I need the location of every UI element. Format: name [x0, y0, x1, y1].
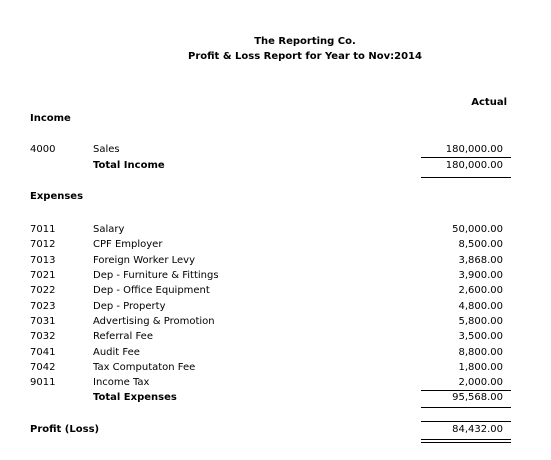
expense-row-amount: 8,500.00: [458, 239, 503, 250]
expense-row-amount: 5,800.00: [458, 316, 503, 327]
profit-loss-amount: 84,432.00: [452, 424, 503, 435]
expense-row-code: 7012: [30, 239, 56, 250]
expense-row-name: Income Tax: [93, 377, 150, 388]
report-title: Profit & Loss Report for Year to Nov:2014: [188, 51, 422, 62]
expense-row-code: 7022: [30, 285, 56, 296]
expense-row-code: 7021: [30, 270, 56, 281]
expense-row-amount: 1,800.00: [458, 362, 503, 373]
expense-row-amount: 2,000.00: [458, 377, 503, 388]
total-expenses-rule: [421, 407, 511, 408]
total-income-label: Total Income: [93, 160, 165, 171]
expense-row-code: 7031: [30, 316, 56, 327]
expense-row-amount: 4,800.00: [458, 301, 503, 312]
expense-row-name: Audit Fee: [93, 347, 140, 358]
expense-row-amount: 8,800.00: [458, 347, 503, 358]
expense-row-name: Tax Computaton Fee: [93, 362, 196, 373]
expense-row-code: 7042: [30, 362, 56, 373]
expense-row-code: 7013: [30, 255, 56, 266]
expense-row-code: 7041: [30, 347, 56, 358]
expense-row-code: 7023: [30, 301, 56, 312]
expense-row-code: 9011: [30, 377, 56, 388]
expense-row-code: 7011: [30, 224, 56, 235]
expense-row-amount: 3,868.00: [458, 255, 503, 266]
income-row-code: 4000: [30, 144, 56, 155]
profit-top-rule: [421, 421, 511, 422]
total-expenses-amount: 95,568.00: [452, 392, 503, 403]
expense-row-name: Salary: [93, 224, 125, 235]
expense-row-amount: 3,500.00: [458, 331, 503, 342]
expense-row-name: Advertising & Promotion: [93, 316, 215, 327]
expenses-subtotal-rule: [421, 390, 511, 391]
total-income-rule: [421, 177, 511, 178]
expense-row-amount: 50,000.00: [452, 224, 503, 235]
income-row-name: Sales: [93, 144, 120, 155]
expense-row-name: Dep - Property: [93, 301, 166, 312]
profit-double-rule-upper: [421, 439, 511, 440]
expense-row-name: CPF Employer: [93, 239, 163, 250]
expenses-heading: Expenses: [30, 191, 84, 202]
income-heading: Income: [30, 113, 71, 124]
income-subtotal-rule: [421, 157, 511, 158]
expense-row-name: Dep - Office Equipment: [93, 285, 210, 296]
expense-row-name: Foreign Worker Levy: [93, 255, 195, 266]
actual-column-heading: Actual: [471, 97, 507, 108]
total-expenses-label: Total Expenses: [93, 392, 177, 403]
profit-double-rule-lower: [421, 442, 511, 443]
company-name: The Reporting Co.: [254, 36, 356, 47]
expense-row-name: Referral Fee: [93, 331, 153, 342]
income-row-amount: 180,000.00: [445, 144, 503, 155]
expense-row-amount: 2,600.00: [458, 285, 503, 296]
expense-row-code: 7032: [30, 331, 56, 342]
expense-row-amount: 3,900.00: [458, 270, 503, 281]
expense-row-name: Dep - Furniture & Fittings: [93, 270, 219, 281]
profit-loss-label: Profit (Loss): [30, 424, 100, 435]
total-income-amount: 180,000.00: [445, 160, 503, 171]
